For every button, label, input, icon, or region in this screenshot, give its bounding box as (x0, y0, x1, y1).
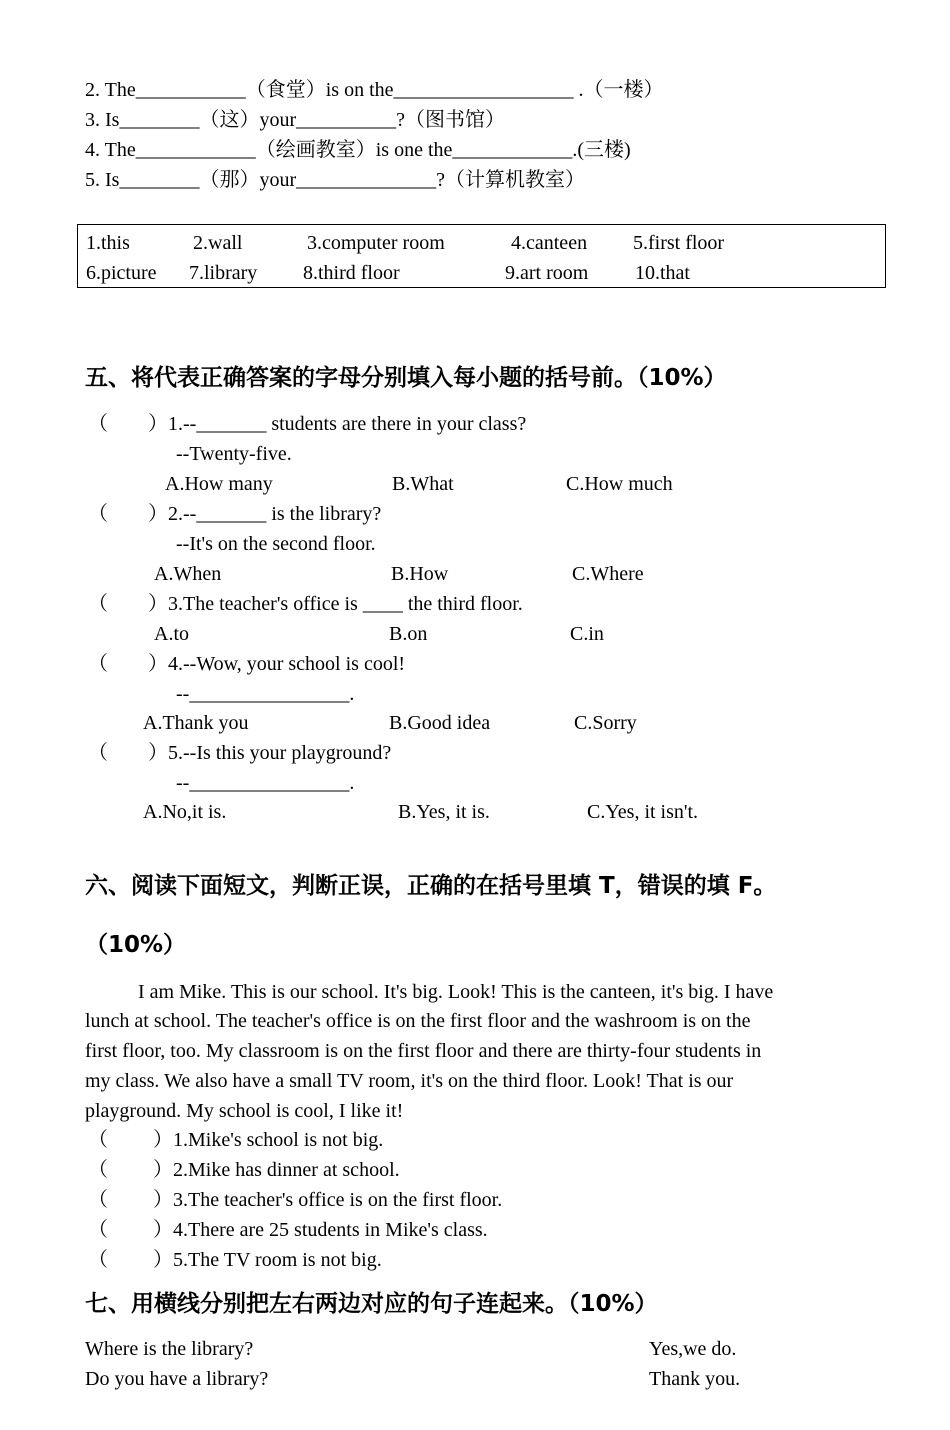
section-heading-cont: （10%） (85, 932, 187, 958)
word-bank-item: 6.picture (86, 262, 157, 284)
word-bank-item: 2.wall (193, 232, 243, 254)
match-left-item: Where is the library? (85, 1338, 254, 1360)
option: C.in (570, 623, 604, 645)
option: C.How much (566, 473, 673, 495)
fill-line: 2. The___________（食堂）is on the__________________ .（一楼） (85, 79, 664, 101)
option: C.Yes, it isn't. (587, 801, 699, 823)
section-heading: 七、用横线分别把左右两边对应的句子连起来。（10%） (85, 1291, 658, 1317)
word-bank-item: 7.library (189, 262, 258, 284)
option: A.Thank you (143, 712, 249, 734)
true-false-question: （ ）5.The TV room is not big. (88, 1249, 382, 1271)
true-false-question: （ ）2.Mike has dinner at school. (88, 1159, 400, 1181)
question-line: （ ）3.The teacher's office is ____ the third floor. (88, 593, 523, 615)
fill-line: 5. Is________（那）your______________?（计算机教室） (85, 169, 585, 191)
word-bank-item: 5.first floor (633, 232, 725, 254)
fill-line: 3. Is________（这）your__________?（图书馆） (85, 109, 505, 131)
match-left-item: Do you have a library? (85, 1368, 269, 1390)
word-bank-item: 4.canteen (511, 232, 588, 254)
word-bank-box (77, 224, 886, 288)
option: A.How many (165, 473, 273, 495)
passage-line: lunch at school. The teacher's office is on the first floor and the washroom is on the (85, 1010, 751, 1032)
match-right-item: Thank you. (649, 1368, 741, 1390)
answer-line: --Twenty-five. (176, 443, 292, 465)
match-right-item: Yes,we do. (649, 1338, 737, 1360)
word-bank-item: 9.art room (505, 262, 589, 284)
passage-line: my class. We also have a small TV room, it's on the third floor. Look! That is our (85, 1070, 734, 1092)
section-heading: 五、将代表正确答案的字母分别填入每小题的括号前。（10%） (85, 365, 727, 391)
fill-line: 4. The____________（绘画教室）is one the____________.(三楼) (85, 139, 631, 161)
question-line: （ ）4.--Wow, your school is cool! (88, 653, 406, 675)
option: A.When (154, 563, 222, 585)
word-bank-item: 10.that (635, 262, 690, 284)
word-bank-item: 8.third floor (303, 262, 400, 284)
option: A.No,it is. (143, 801, 227, 823)
passage-line: playground. My school is cool, I like it! (85, 1100, 404, 1122)
passage-line: first floor, too. My classroom is on the first floor and there are thirty-four students in (85, 1040, 762, 1062)
question-line: （ ）5.--Is this your playground? (88, 742, 392, 764)
option: B.Good idea (389, 712, 491, 734)
option: B.on (389, 623, 428, 645)
option: B.How (391, 563, 449, 585)
true-false-question: （ ）3.The teacher's office is on the first floor. (88, 1189, 503, 1211)
answer-line: --________________. (176, 772, 355, 794)
option: A.to (154, 623, 189, 645)
option: B.What (392, 473, 454, 495)
option: C.Where (572, 563, 644, 585)
answer-line: --It's on the second floor. (176, 533, 376, 555)
question-line: （ ）2.--_______ is the library? (88, 503, 382, 525)
word-bank-item: 1.this (86, 232, 130, 254)
option: C.Sorry (574, 712, 637, 734)
option: B.Yes, it is. (398, 801, 490, 823)
word-bank-item: 3.computer room (307, 232, 445, 254)
passage-line: I am Mike. This is our school. It's big. Look! This is the canteen, it's big. I have (138, 981, 774, 1003)
true-false-question: （ ）4.There are 25 students in Mike's class. (88, 1219, 488, 1241)
true-false-question: （ ）1.Mike's school is not big. (88, 1129, 384, 1151)
answer-line: --________________. (176, 683, 355, 705)
section-heading: 六、阅读下面短文，判断正误，正确的在括号里填 T，错误的填 F。 (85, 873, 777, 899)
question-line: （ ）1.--_______ students are there in your class? (88, 413, 527, 435)
